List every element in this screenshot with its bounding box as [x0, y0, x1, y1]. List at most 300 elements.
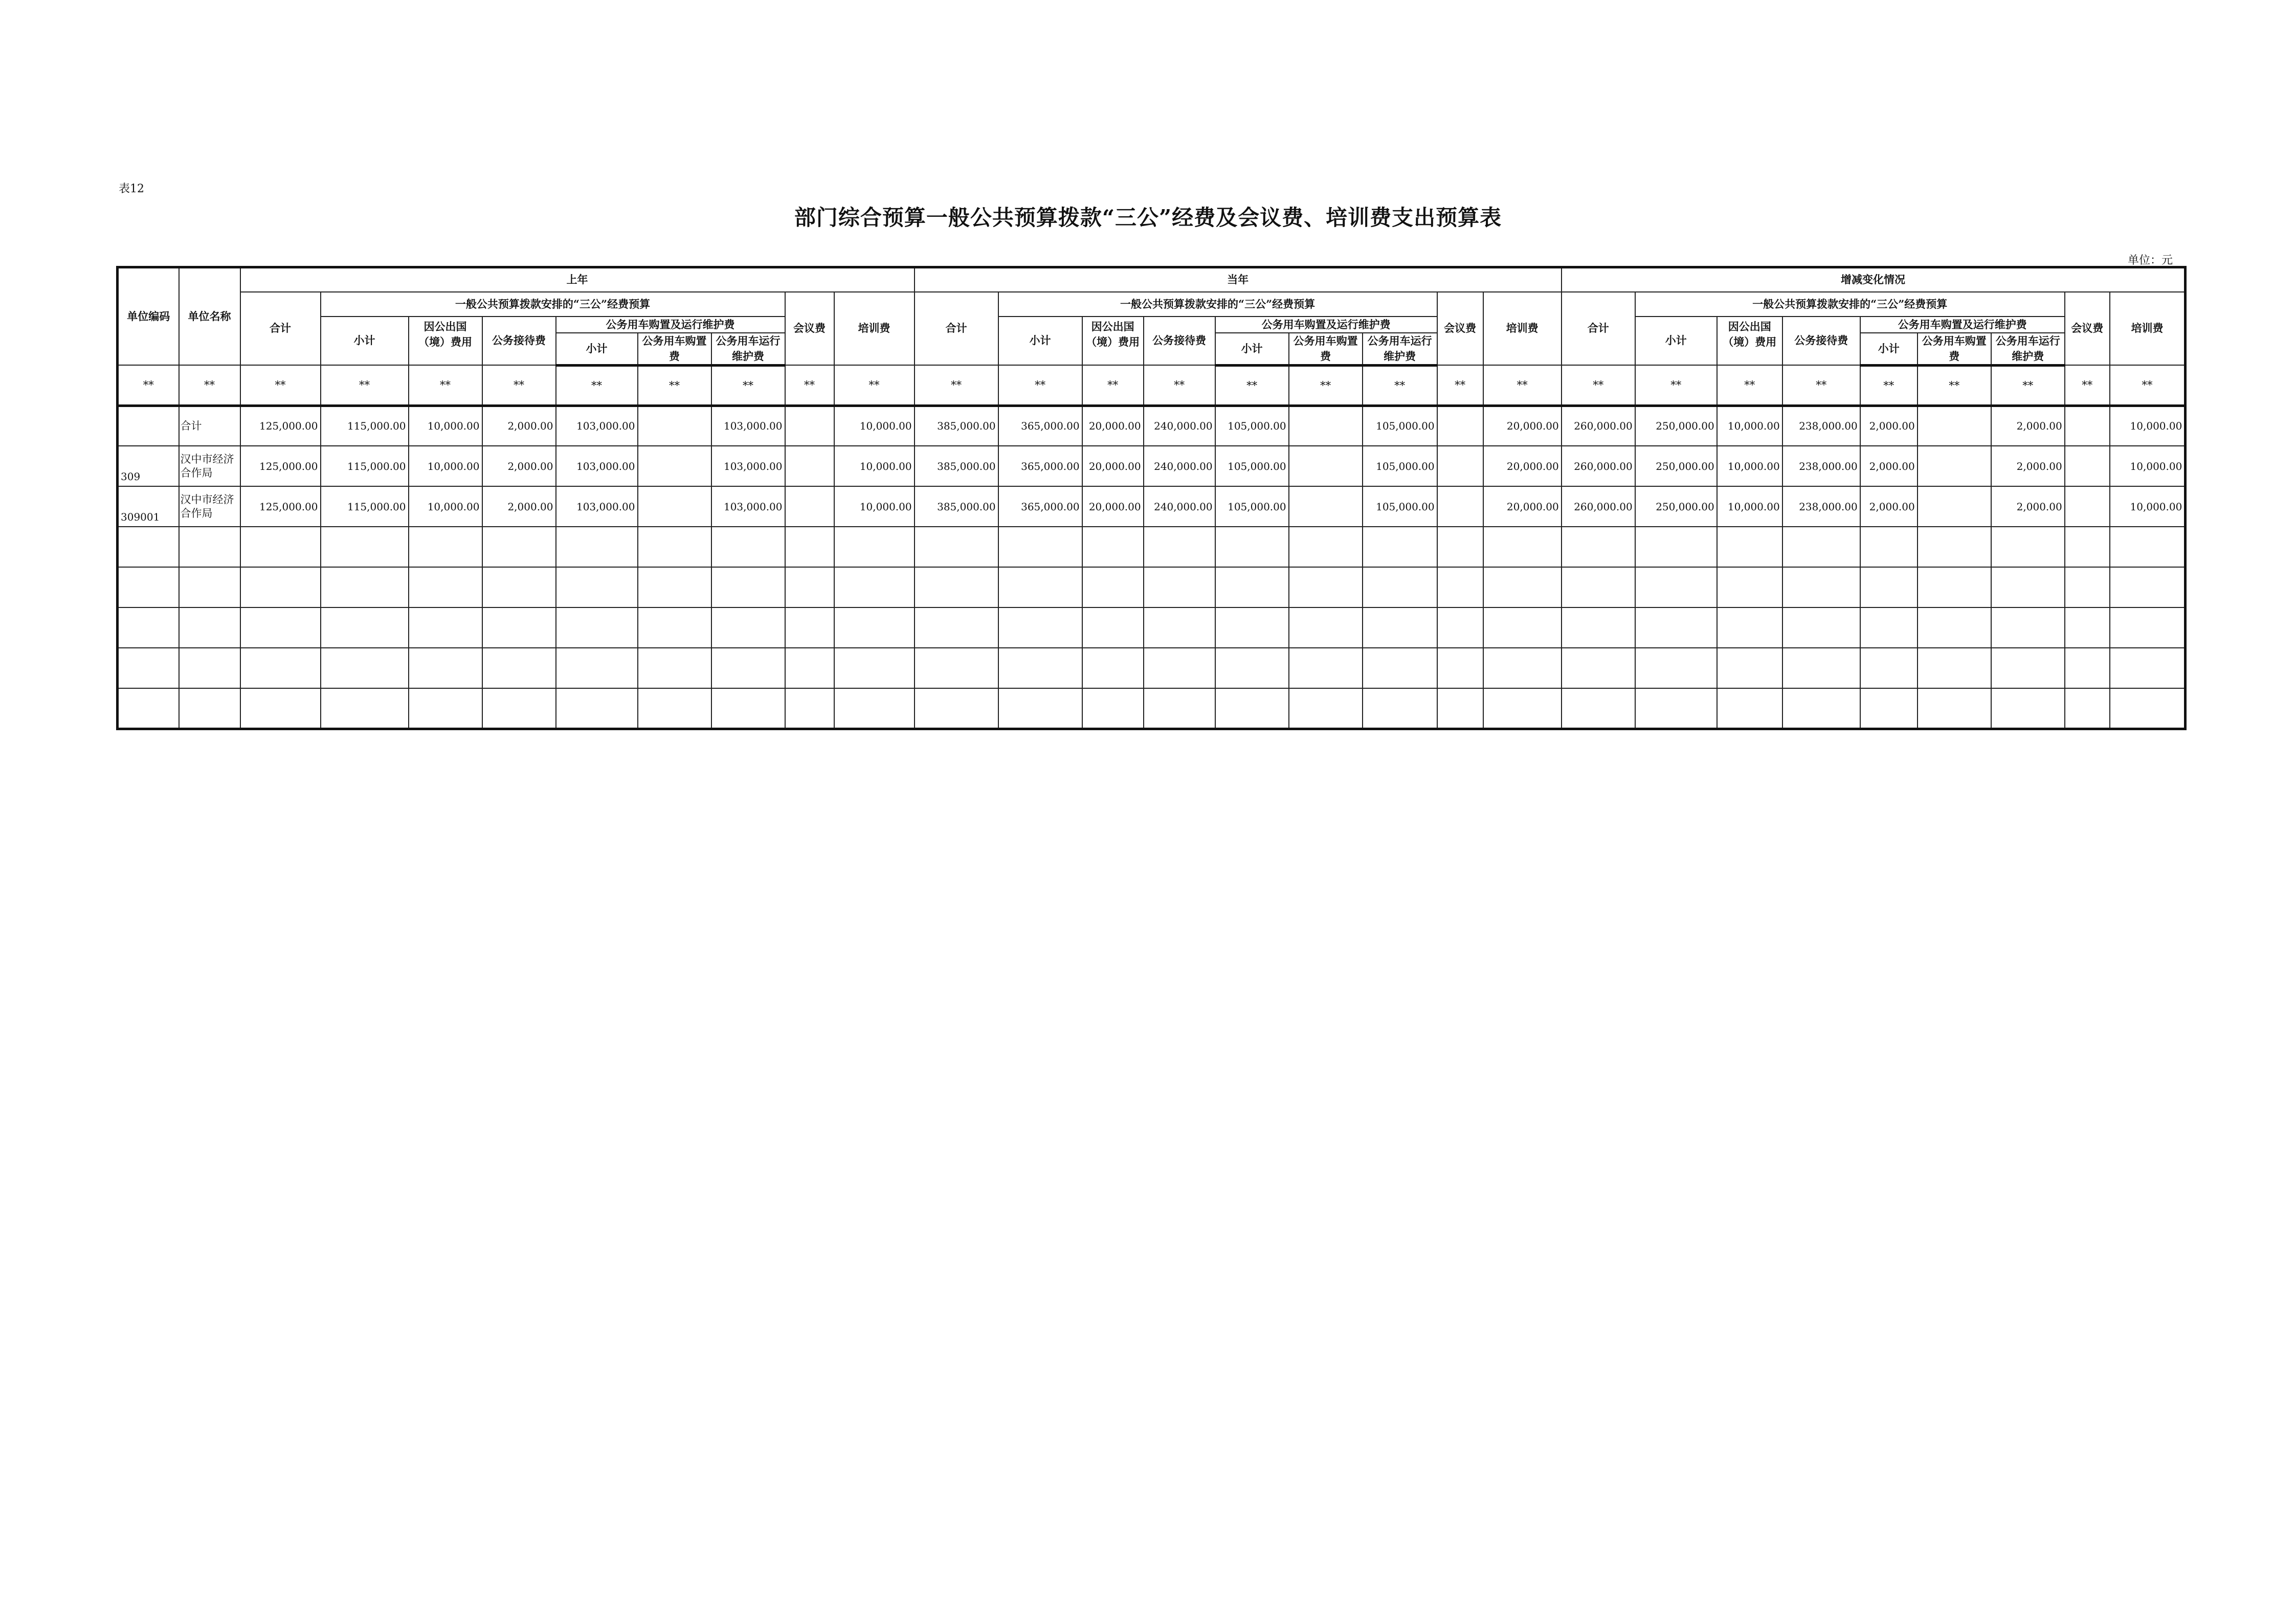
empty-cell	[556, 527, 638, 567]
empty-cell	[1717, 688, 1782, 729]
amount-cell: 103,000.00	[556, 405, 638, 446]
placeholder-cell: **	[240, 365, 321, 405]
empty-cell	[482, 607, 556, 648]
amount-cell: 10,000.00	[834, 446, 915, 486]
empty-cell	[179, 607, 240, 648]
header-prev-veh-subtotal: 小计	[556, 333, 638, 366]
header-change-sangong: 一般公共预算拨款安排的“三公”经费预算	[1635, 292, 2065, 317]
amount-cell: 250,000.00	[1635, 486, 1717, 527]
table-row	[118, 486, 2186, 527]
empty-cell	[1635, 527, 1717, 567]
empty-cell	[1562, 527, 1635, 567]
placeholder-cell: **	[915, 365, 998, 405]
empty-cell	[834, 567, 915, 607]
header-change-veh-maintenance: 公务用车运行维护费	[1991, 333, 2065, 366]
placeholder-cell: **	[2110, 365, 2186, 405]
amount-cell: 103,000.00	[711, 405, 785, 446]
amount-cell: 20,000.00	[1082, 405, 1144, 446]
header-change-subtotal: 小计	[1635, 317, 1717, 366]
amount-cell: 238,000.00	[1782, 446, 1860, 486]
header-curr-subtotal: 小计	[998, 317, 1082, 366]
empty-cell	[1717, 607, 1782, 648]
header-unit-code: 单位编码	[118, 267, 179, 366]
empty-cell	[409, 688, 482, 729]
header-prev-veh-purchase: 公务用车购置费	[638, 333, 711, 366]
empty-cell	[834, 607, 915, 648]
empty-cell	[1991, 567, 2065, 607]
empty-cell	[1215, 688, 1289, 729]
empty-cell	[1363, 607, 1437, 648]
amount-cell: 238,000.00	[1782, 405, 1860, 446]
placeholder-cell: **	[1082, 365, 1144, 405]
amount-cell: 105,000.00	[1215, 446, 1289, 486]
unit-code-cell	[118, 405, 179, 446]
empty-cell	[638, 607, 711, 648]
empty-cell	[2065, 648, 2110, 688]
amount-cell: 2,000.00	[482, 486, 556, 527]
amount-cell	[1289, 446, 1363, 486]
empty-cell	[1437, 607, 1483, 648]
empty-cell	[179, 648, 240, 688]
empty-cell	[1144, 527, 1215, 567]
empty-cell	[1082, 527, 1144, 567]
empty-cell	[240, 648, 321, 688]
empty-cell	[1215, 527, 1289, 567]
empty-cell	[1562, 607, 1635, 648]
amount-cell	[1437, 486, 1483, 527]
empty-cell	[1860, 648, 1918, 688]
empty-cell	[1289, 527, 1363, 567]
placeholder-cell: **	[556, 365, 638, 405]
empty-cell	[179, 527, 240, 567]
empty-cell	[1289, 567, 1363, 607]
empty-cell	[1562, 567, 1635, 607]
amount-cell: 115,000.00	[321, 486, 409, 527]
empty-cell	[638, 567, 711, 607]
empty-cell	[1082, 688, 1144, 729]
placeholder-cell: **	[1215, 365, 1289, 405]
empty-cell	[1782, 527, 1860, 567]
header-change-reception: 公务接待费	[1782, 317, 1860, 366]
empty-cell	[785, 607, 834, 648]
header-prev-subtotal: 小计	[321, 317, 409, 366]
placeholder-cell: **	[1562, 365, 1635, 405]
placeholder-cell: **	[321, 365, 409, 405]
placeholder-cell: **	[834, 365, 915, 405]
empty-cell	[240, 567, 321, 607]
empty-cell	[240, 527, 321, 567]
empty-cell	[711, 567, 785, 607]
placeholder-row	[118, 365, 2186, 405]
empty-cell	[409, 567, 482, 607]
amount-cell	[1289, 486, 1363, 527]
empty-cell	[834, 688, 915, 729]
empty-cell	[1363, 648, 1437, 688]
amount-cell: 103,000.00	[711, 486, 785, 527]
empty-cell	[2110, 688, 2186, 729]
amount-cell: 20,000.00	[1082, 486, 1144, 527]
empty-cell	[1289, 648, 1363, 688]
empty-cell	[118, 648, 179, 688]
empty-cell	[1717, 567, 1782, 607]
header-change-training: 培训费	[2110, 292, 2186, 366]
amount-cell	[638, 486, 711, 527]
placeholder-cell: **	[998, 365, 1082, 405]
amount-cell: 365,000.00	[998, 446, 1082, 486]
amount-cell	[638, 405, 711, 446]
empty-cell	[711, 688, 785, 729]
amount-cell: 115,000.00	[321, 405, 409, 446]
amount-cell: 10,000.00	[2110, 446, 2186, 486]
empty-cell	[711, 527, 785, 567]
empty-cell	[998, 607, 1082, 648]
header-curr-reception: 公务接待费	[1144, 317, 1215, 366]
header-change-meeting: 会议费	[2065, 292, 2110, 366]
empty-cell	[1562, 688, 1635, 729]
placeholder-cell: **	[1289, 365, 1363, 405]
placeholder-cell: **	[1860, 365, 1918, 405]
empty-cell	[834, 648, 915, 688]
amount-cell: 2,000.00	[1991, 446, 2065, 486]
empty-cell	[556, 567, 638, 607]
amount-cell	[785, 405, 834, 446]
header-prev-meeting: 会议费	[785, 292, 834, 366]
amount-cell: 385,000.00	[915, 486, 998, 527]
amount-cell	[1918, 446, 1991, 486]
empty-cell	[1289, 688, 1363, 729]
empty-cell	[638, 527, 711, 567]
empty-cell	[2110, 527, 2186, 567]
empty-cell	[785, 567, 834, 607]
header-curr-year: 当年	[915, 267, 1562, 292]
header-curr-meeting: 会议费	[1437, 292, 1483, 366]
amount-cell: 2,000.00	[1991, 405, 2065, 446]
amount-cell: 260,000.00	[1562, 405, 1635, 446]
empty-cell	[785, 527, 834, 567]
empty-cell	[1363, 567, 1437, 607]
empty-cell	[1483, 648, 1562, 688]
empty-cell	[1437, 527, 1483, 567]
placeholder-cell: **	[2065, 365, 2110, 405]
empty-cell	[179, 688, 240, 729]
amount-cell: 10,000.00	[1717, 486, 1782, 527]
empty-cell	[118, 567, 179, 607]
header-change-total: 合计	[1562, 292, 1635, 366]
amount-cell: 2,000.00	[1860, 446, 1918, 486]
placeholder-cell: **	[1782, 365, 1860, 405]
placeholder-cell: **	[711, 365, 785, 405]
empty-cell	[118, 688, 179, 729]
amount-cell: 115,000.00	[321, 446, 409, 486]
amount-cell: 103,000.00	[556, 486, 638, 527]
empty-cell	[915, 648, 998, 688]
header-prev-abroad: 因公出国（境）费用	[409, 317, 482, 366]
empty-row	[118, 688, 2186, 729]
amount-cell	[1918, 486, 1991, 527]
empty-cell	[1082, 648, 1144, 688]
amount-cell: 10,000.00	[409, 486, 482, 527]
amount-cell	[1437, 446, 1483, 486]
header-prev-training: 培训费	[834, 292, 915, 366]
amount-cell: 105,000.00	[1215, 405, 1289, 446]
empty-cell	[2110, 648, 2186, 688]
header-curr-veh-subtotal: 小计	[1215, 333, 1289, 366]
amount-cell: 2,000.00	[1860, 486, 1918, 527]
amount-cell: 20,000.00	[1483, 405, 1562, 446]
empty-cell	[1483, 607, 1562, 648]
amount-cell: 2,000.00	[482, 446, 556, 486]
amount-cell: 260,000.00	[1562, 486, 1635, 527]
header-curr-total: 合计	[915, 292, 998, 366]
placeholder-cell: **	[482, 365, 556, 405]
empty-cell	[118, 607, 179, 648]
empty-row	[118, 648, 2186, 688]
budget-table	[116, 266, 2187, 730]
empty-cell	[1782, 567, 1860, 607]
empty-cell	[998, 688, 1082, 729]
amount-cell	[2065, 405, 2110, 446]
header-change-vehicle: 公务用车购置及运行维护费	[1860, 317, 2065, 333]
empty-cell	[915, 527, 998, 567]
amount-cell: 10,000.00	[834, 405, 915, 446]
amount-cell: 125,000.00	[240, 405, 321, 446]
amount-cell: 10,000.00	[2110, 405, 2186, 446]
placeholder-cell: **	[1918, 365, 1991, 405]
empty-cell	[1918, 648, 1991, 688]
placeholder-cell: **	[179, 365, 240, 405]
amount-cell: 105,000.00	[1363, 446, 1437, 486]
header-prev-sangong: 一般公共预算拨款安排的“三公”经费预算	[321, 292, 785, 317]
empty-row	[118, 607, 2186, 648]
amount-cell: 10,000.00	[834, 486, 915, 527]
empty-cell	[638, 688, 711, 729]
amount-cell	[1437, 405, 1483, 446]
empty-cell	[711, 607, 785, 648]
empty-cell	[1562, 648, 1635, 688]
amount-cell: 105,000.00	[1363, 405, 1437, 446]
placeholder-cell: **	[785, 365, 834, 405]
placeholder-cell: **	[1483, 365, 1562, 405]
empty-cell	[1289, 607, 1363, 648]
amount-cell: 240,000.00	[1144, 486, 1215, 527]
empty-cell	[1918, 527, 1991, 567]
amount-cell: 10,000.00	[1717, 405, 1782, 446]
empty-cell	[118, 527, 179, 567]
empty-cell	[556, 607, 638, 648]
amount-cell	[2065, 446, 2110, 486]
amount-cell: 10,000.00	[409, 446, 482, 486]
empty-cell	[1991, 648, 2065, 688]
empty-cell	[482, 567, 556, 607]
empty-cell	[1215, 567, 1289, 607]
empty-cell	[409, 607, 482, 648]
amount-cell: 385,000.00	[915, 446, 998, 486]
header-change-veh-subtotal: 小计	[1860, 333, 1918, 366]
amount-cell: 103,000.00	[711, 446, 785, 486]
empty-cell	[915, 688, 998, 729]
empty-cell	[1483, 527, 1562, 567]
amount-cell	[1289, 405, 1363, 446]
empty-cell	[1918, 567, 1991, 607]
empty-cell	[321, 688, 409, 729]
empty-cell	[1215, 648, 1289, 688]
amount-cell	[638, 446, 711, 486]
amount-cell	[785, 446, 834, 486]
empty-cell	[785, 648, 834, 688]
table-number: 表12	[119, 183, 144, 195]
empty-cell	[2065, 527, 2110, 567]
empty-cell	[321, 527, 409, 567]
empty-cell	[1363, 527, 1437, 567]
unit-name-cell: 合计	[179, 405, 240, 446]
empty-cell	[1717, 527, 1782, 567]
empty-cell	[1782, 688, 1860, 729]
empty-cell	[2065, 567, 2110, 607]
empty-cell	[1717, 648, 1782, 688]
amount-cell: 20,000.00	[1082, 446, 1144, 486]
empty-cell	[1860, 527, 1918, 567]
header-prev-veh-maintenance: 公务用车运行维护费	[711, 333, 785, 366]
empty-cell	[998, 648, 1082, 688]
empty-cell	[1363, 688, 1437, 729]
header-prev-vehicle: 公务用车购置及运行维护费	[556, 317, 785, 333]
placeholder-cell: **	[1363, 365, 1437, 405]
empty-cell	[409, 648, 482, 688]
header-change-abroad: 因公出国（境）费用	[1717, 317, 1782, 366]
empty-cell	[2110, 607, 2186, 648]
empty-cell	[1437, 648, 1483, 688]
amount-cell	[1918, 405, 1991, 446]
empty-cell	[1860, 688, 1918, 729]
empty-cell	[998, 527, 1082, 567]
unit-name-cell: 汉中市经济合作局	[179, 486, 240, 527]
header-curr-sangong: 一般公共预算拨款安排的“三公”经费预算	[998, 292, 1437, 317]
header-curr-training: 培训费	[1483, 292, 1562, 366]
placeholder-cell: **	[1437, 365, 1483, 405]
document-title: 部门综合预算一般公共预算拨款“三公”经费及会议费、培训费支出预算表	[794, 205, 1502, 230]
empty-cell	[1144, 567, 1215, 607]
empty-cell	[1082, 567, 1144, 607]
amount-cell: 250,000.00	[1635, 446, 1717, 486]
amount-cell: 365,000.00	[998, 405, 1082, 446]
empty-cell	[2110, 567, 2186, 607]
empty-cell	[2065, 688, 2110, 729]
amount-cell: 2,000.00	[1991, 486, 2065, 527]
header-curr-abroad: 因公出国（境）费用	[1082, 317, 1144, 366]
empty-cell	[785, 688, 834, 729]
empty-cell	[240, 607, 321, 648]
empty-cell	[638, 648, 711, 688]
empty-cell	[1144, 648, 1215, 688]
amount-cell: 10,000.00	[409, 405, 482, 446]
empty-cell	[556, 688, 638, 729]
amount-cell: 20,000.00	[1483, 446, 1562, 486]
placeholder-cell: **	[1991, 365, 2065, 405]
empty-cell	[1144, 688, 1215, 729]
empty-cell	[1918, 607, 1991, 648]
empty-cell	[321, 607, 409, 648]
empty-cell	[1483, 567, 1562, 607]
empty-cell	[556, 648, 638, 688]
empty-cell	[482, 648, 556, 688]
empty-cell	[321, 648, 409, 688]
amount-cell: 385,000.00	[915, 405, 998, 446]
placeholder-cell: **	[1635, 365, 1717, 405]
empty-row	[118, 527, 2186, 567]
empty-cell	[409, 527, 482, 567]
empty-cell	[1144, 607, 1215, 648]
placeholder-cell: **	[118, 365, 179, 405]
amount-cell: 105,000.00	[1215, 486, 1289, 527]
empty-cell	[482, 527, 556, 567]
amount-cell: 250,000.00	[1635, 405, 1717, 446]
amount-cell: 125,000.00	[240, 446, 321, 486]
empty-cell	[1635, 567, 1717, 607]
empty-cell	[1860, 607, 1918, 648]
placeholder-cell: **	[1144, 365, 1215, 405]
table-row	[118, 405, 2186, 446]
empty-cell	[179, 567, 240, 607]
amount-cell: 10,000.00	[1717, 446, 1782, 486]
amount-cell: 2,000.00	[482, 405, 556, 446]
empty-cell	[1782, 648, 1860, 688]
placeholder-cell: **	[638, 365, 711, 405]
empty-cell	[1918, 688, 1991, 729]
unit-code-cell: 309001	[118, 486, 179, 527]
header-curr-vehicle: 公务用车购置及运行维护费	[1215, 317, 1437, 333]
amount-cell: 103,000.00	[556, 446, 638, 486]
header-curr-veh-maintenance: 公务用车运行维护费	[1363, 333, 1437, 366]
empty-cell	[1082, 607, 1144, 648]
amount-cell: 2,000.00	[1860, 405, 1918, 446]
empty-cell	[915, 607, 998, 648]
header-prev-total: 合计	[240, 292, 321, 366]
empty-cell	[1860, 567, 1918, 607]
amount-cell: 240,000.00	[1144, 405, 1215, 446]
header-change-veh-purchase: 公务用车购置费	[1918, 333, 1991, 366]
empty-cell	[1483, 688, 1562, 729]
amount-cell: 260,000.00	[1562, 446, 1635, 486]
amount-cell: 105,000.00	[1363, 486, 1437, 527]
empty-cell	[1215, 607, 1289, 648]
amount-cell	[785, 486, 834, 527]
empty-row	[118, 567, 2186, 607]
amount-cell	[2065, 486, 2110, 527]
amount-cell: 20,000.00	[1483, 486, 1562, 527]
header-curr-veh-purchase: 公务用车购置费	[1289, 333, 1363, 366]
unit-name-cell: 汉中市经济合作局	[179, 446, 240, 486]
empty-cell	[834, 527, 915, 567]
empty-cell	[482, 688, 556, 729]
empty-cell	[240, 688, 321, 729]
empty-cell	[321, 567, 409, 607]
header-prev-year: 上年	[240, 267, 915, 292]
empty-cell	[1437, 688, 1483, 729]
amount-cell: 238,000.00	[1782, 486, 1860, 527]
unit-label: 单位：元	[2128, 254, 2173, 267]
header-unit-name: 单位名称	[179, 267, 240, 366]
amount-cell: 10,000.00	[2110, 486, 2186, 527]
empty-cell	[1635, 648, 1717, 688]
placeholder-cell: **	[409, 365, 482, 405]
empty-cell	[1782, 607, 1860, 648]
empty-cell	[711, 648, 785, 688]
table-row	[118, 446, 2186, 486]
empty-cell	[1991, 688, 2065, 729]
header-change: 增减变化情况	[1562, 267, 2186, 292]
header-prev-reception: 公务接待费	[482, 317, 556, 366]
empty-cell	[1991, 527, 2065, 567]
